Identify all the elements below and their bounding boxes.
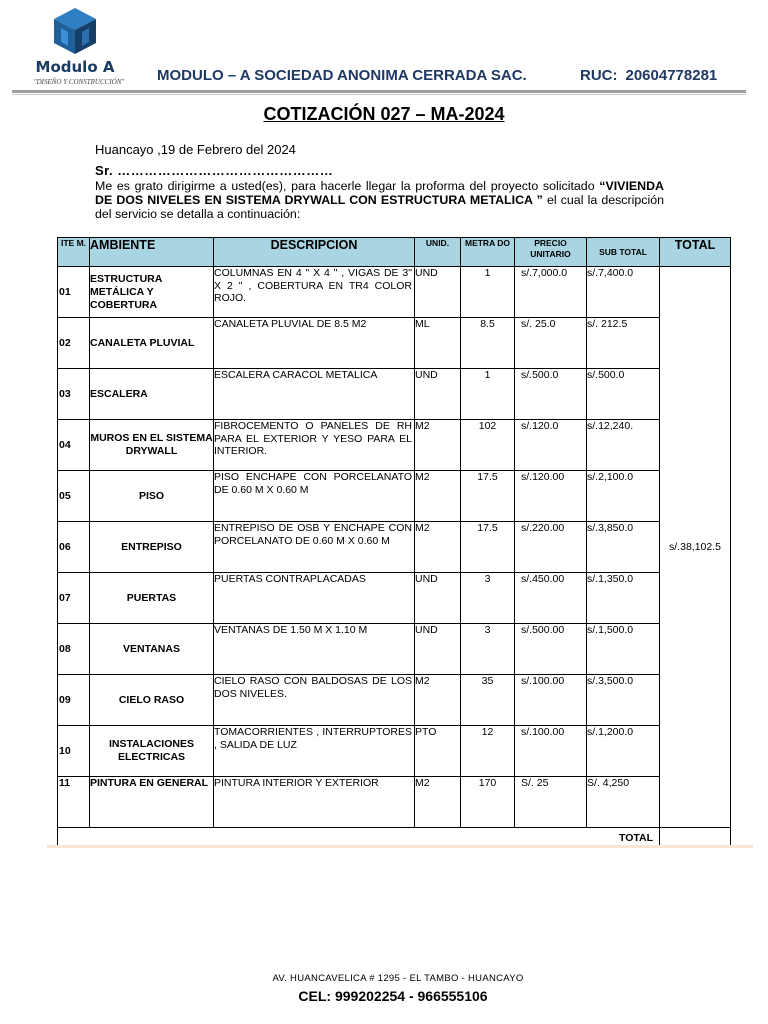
metrado-cell: 1	[461, 267, 515, 318]
precio-cell: S/. 25	[515, 777, 587, 828]
ambiente-cell: ESCALERA	[90, 369, 214, 420]
total-label: TOTAL	[58, 828, 660, 848]
ambiente-cell: VENTANAS	[90, 624, 214, 675]
unid-cell: UND	[415, 369, 461, 420]
logo-brand: Modulo A	[35, 58, 115, 76]
subtotal-cell: s/.500.0	[587, 369, 660, 420]
metrado-cell: 3	[461, 624, 515, 675]
header-precio: PRECIO UNITARIO	[515, 238, 587, 267]
intro-paragraph	[95, 179, 664, 221]
subtotal-cell: s/.1,500.0	[587, 624, 660, 675]
metrado-cell: 1	[461, 369, 515, 420]
item-number: 02	[58, 318, 90, 369]
unid-cell: ML	[415, 318, 461, 369]
header-subtotal: SUB TOTAL	[587, 238, 660, 267]
ambiente-cell: ESTRUCTURA METÁLICA Y COBERTURA	[90, 267, 214, 318]
quotation-table	[57, 237, 731, 848]
ruc-value: 20604778281	[625, 67, 718, 84]
intro-project: “VIVIENDA DE DOS NIVELES EN SISTEMA DRYWALL CON ESTRUCTURA METALICA ”	[95, 179, 664, 207]
cube-logo-icon	[52, 6, 98, 56]
ambiente-cell: CANALETA PLUVIAL	[90, 318, 214, 369]
ambiente-cell: ENTREPISO	[90, 522, 214, 573]
document-title: COTIZACIÓN 027 – MA-2024	[263, 104, 505, 124]
item-number: 06	[58, 522, 90, 573]
precio-cell: s/.120.00	[515, 471, 587, 522]
ambiente-cell: PISO	[90, 471, 214, 522]
header-unid: UNID.	[415, 238, 461, 267]
unid-cell: UND	[415, 573, 461, 624]
item-number: 03	[58, 369, 90, 420]
salutation: Sr. …………………………………………	[95, 163, 334, 178]
descripcion-cell: PINTURA INTERIOR Y EXTERIOR	[214, 777, 415, 828]
unid-cell: M2	[415, 420, 461, 471]
descripcion-cell: PUERTAS CONTRAPLACADAS	[214, 573, 415, 624]
table-row	[58, 522, 731, 573]
logo-tagline: "DISEÑO Y CONSTRUCCIÓN"	[33, 78, 125, 86]
ambiente-cell: INSTALACIONES ELECTRICAS	[90, 726, 214, 777]
item-number: 04	[58, 420, 90, 471]
metrado-cell: 35	[461, 675, 515, 726]
company-logo	[20, 6, 150, 90]
intro-text-before: Me es grato dirigirme a usted(es), para hacerle llegar la proforma del proyecto solicitado	[95, 179, 600, 193]
ambiente-cell: PUERTAS	[90, 573, 214, 624]
metrado-cell: 17.5	[461, 471, 515, 522]
subtotal-cell: S/. 4,250	[587, 777, 660, 828]
subtotal-cell: s/.3,850.0	[587, 522, 660, 573]
header-metrado: METRA DO	[461, 238, 515, 267]
footer-address: AV. HUANCAVELICA # 1295 - EL TAMBO - HUANCAYO	[272, 973, 524, 984]
subtotal-cell: s/.2,100.0	[587, 471, 660, 522]
ambiente-cell: PINTURA EN GENERAL	[90, 777, 214, 828]
item-number: 10	[58, 726, 90, 777]
subtotal-cell: s/.3,500.0	[587, 675, 660, 726]
table-row	[58, 726, 731, 777]
metrado-cell: 102	[461, 420, 515, 471]
table-row	[58, 471, 731, 522]
precio-cell: s/.450.00	[515, 573, 587, 624]
descripcion-cell: ESCALERA CARACOL METALICA	[214, 369, 415, 420]
subtotal-cell: s/. 212.5	[587, 318, 660, 369]
precio-cell: s/.500.0	[515, 369, 587, 420]
subtotal-cell: s/.1,200.0	[587, 726, 660, 777]
footer-phone: CEL: 999202254 - 966555106	[298, 988, 488, 1004]
header-divider	[12, 90, 746, 93]
header-total: TOTAL	[660, 238, 731, 267]
descripcion-cell: VENTANAS DE 1.50 M X 1.10 M	[214, 624, 415, 675]
unid-cell: M2	[415, 777, 461, 828]
descripcion-cell: ENTREPISO DE OSB Y ENCHAPE CON PORCELANATO DE 0.60 M X 0.60 M	[214, 522, 415, 573]
table-row	[58, 267, 731, 318]
intro-text-after: el cual la descripción del servicio se detalla a continuación:	[95, 193, 665, 221]
item-number: 08	[58, 624, 90, 675]
subtotal-cell: s/.1,350.0	[587, 573, 660, 624]
metrado-cell: 3	[461, 573, 515, 624]
table-row	[58, 369, 731, 420]
descripcion-cell: FIBROCEMENTO O PANELES DE RH PARA EL EXTERIOR Y YESO PARA EL INTERIOR.	[214, 420, 415, 471]
table-row	[58, 318, 731, 369]
ruc-label: RUC:	[580, 67, 618, 84]
descripcion-cell: TOMACORRIENTES , INTERRUPTORES , SALIDA DE LUZ	[214, 726, 415, 777]
header-item: ITE M.	[58, 238, 90, 267]
subtotal-cell: s/.12,240.	[587, 420, 660, 471]
unid-cell: UND	[415, 624, 461, 675]
table-row	[58, 675, 731, 726]
ambiente-cell: CIELO RASO	[90, 675, 214, 726]
precio-cell: s/.100.00	[515, 726, 587, 777]
descripcion-cell: CIELO RASO CON BALDOSAS DE LOS DOS NIVELES.	[214, 675, 415, 726]
precio-cell: s/.120.0	[515, 420, 587, 471]
unid-cell: UND	[415, 267, 461, 318]
header-descripcion: DESCRIPCION	[214, 238, 415, 267]
precio-cell: s/. 25.0	[515, 318, 587, 369]
table-row	[58, 573, 731, 624]
grand-total-cell: s/.38,102.5	[660, 267, 731, 828]
descripcion-cell: PISO ENCHAPE CON PORCELANATO DE 0.60 M X 0.60 M	[214, 471, 415, 522]
metrado-cell: 17.5	[461, 522, 515, 573]
table-row	[58, 420, 731, 471]
unid-cell: M2	[415, 471, 461, 522]
unid-cell: M2	[415, 522, 461, 573]
precio-cell: s/.500.00	[515, 624, 587, 675]
unid-cell: M2	[415, 675, 461, 726]
header-divider-thin	[12, 94, 746, 95]
descripcion-cell: COLUMNAS EN 4 " X 4 " , VIGAS DE 3" X 2 " , COBERTURA EN TR4 COLOR ROJO.	[214, 267, 415, 318]
precio-cell: s/.100.00	[515, 675, 587, 726]
metrado-cell: 8.5	[461, 318, 515, 369]
item-number: 07	[58, 573, 90, 624]
ambiente-cell: MUROS EN EL SISTEMA DRYWALL	[90, 420, 214, 471]
subtotal-cell: s/.7,400.0	[587, 267, 660, 318]
item-number: 11	[58, 777, 90, 828]
table-row	[58, 624, 731, 675]
descripcion-cell: CANALETA PLUVIAL DE 8.5 M2	[214, 318, 415, 369]
company-name: MODULO – A SOCIEDAD ANONIMA CERRADA SAC.	[157, 67, 527, 84]
metrado-cell: 170	[461, 777, 515, 828]
header-ambiente: AMBIENTE	[90, 238, 214, 267]
table-row	[58, 777, 731, 828]
precio-cell: s/.7,000.0	[515, 267, 587, 318]
page-break-line	[47, 845, 753, 848]
item-number: 09	[58, 675, 90, 726]
document-date: Huancayo ,19 de Febrero del 2024	[95, 142, 296, 157]
ruc	[580, 67, 717, 84]
table-header-row	[58, 238, 731, 267]
item-number: 05	[58, 471, 90, 522]
metrado-cell: 12	[461, 726, 515, 777]
unid-cell: PTO	[415, 726, 461, 777]
item-number: 01	[58, 267, 90, 318]
precio-cell: s/.220.00	[515, 522, 587, 573]
